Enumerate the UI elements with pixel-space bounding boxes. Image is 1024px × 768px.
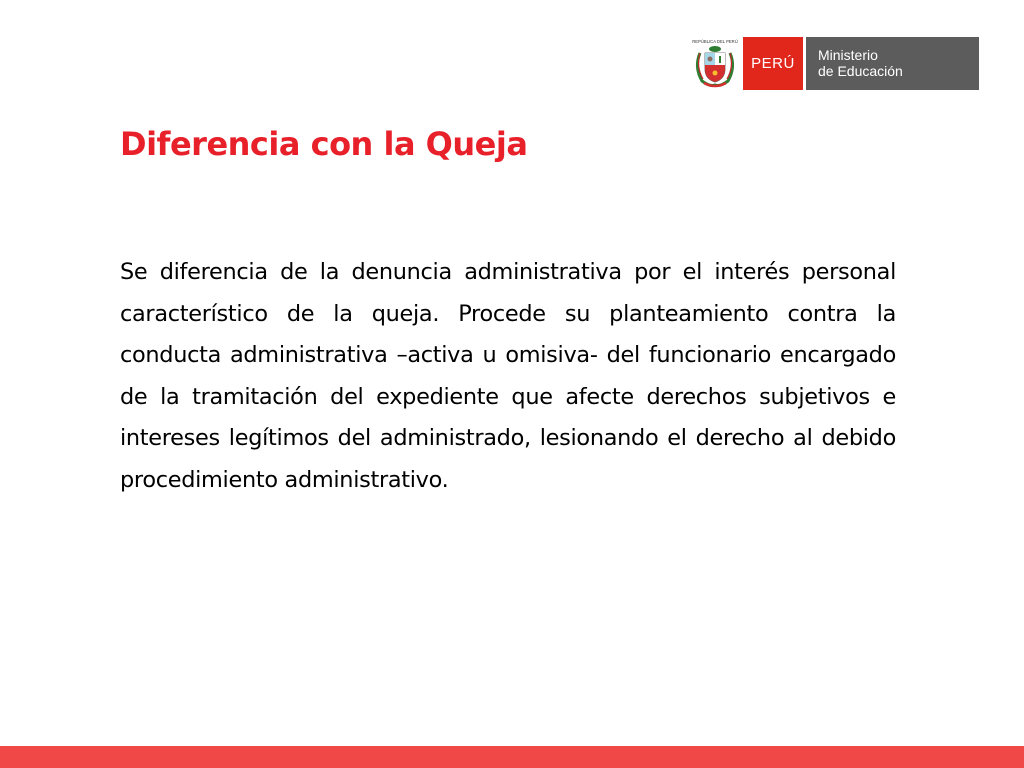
ministry-name: [806, 37, 979, 90]
bottom-accent-bar: [0, 746, 1024, 768]
slide-title: Diferencia con la Queja: [120, 125, 528, 163]
ministry-line-1: Ministerio: [818, 47, 878, 63]
ministry-logo: [690, 37, 979, 90]
peru-label: PERÚ: [743, 37, 803, 90]
svg-text:REPÚBLICA DEL PERÚ: REPÚBLICA DEL PERÚ: [692, 39, 738, 44]
ministry-line-2: de Educación: [818, 63, 903, 79]
slide-body-text: Se diferencia de la denuncia administrativa por el interés personal característico de la queja. Procede su planteamiento contra la conducta administrativa –activa u omisiva- del funcionario encargado de la tramitación del expediente que afecte derechos subjetivos e intereses legítimos del administrado, lesionando el derecho al debido procedimiento administrativo.: [120, 259, 896, 493]
peru-coat-of-arms-icon: [690, 37, 740, 90]
